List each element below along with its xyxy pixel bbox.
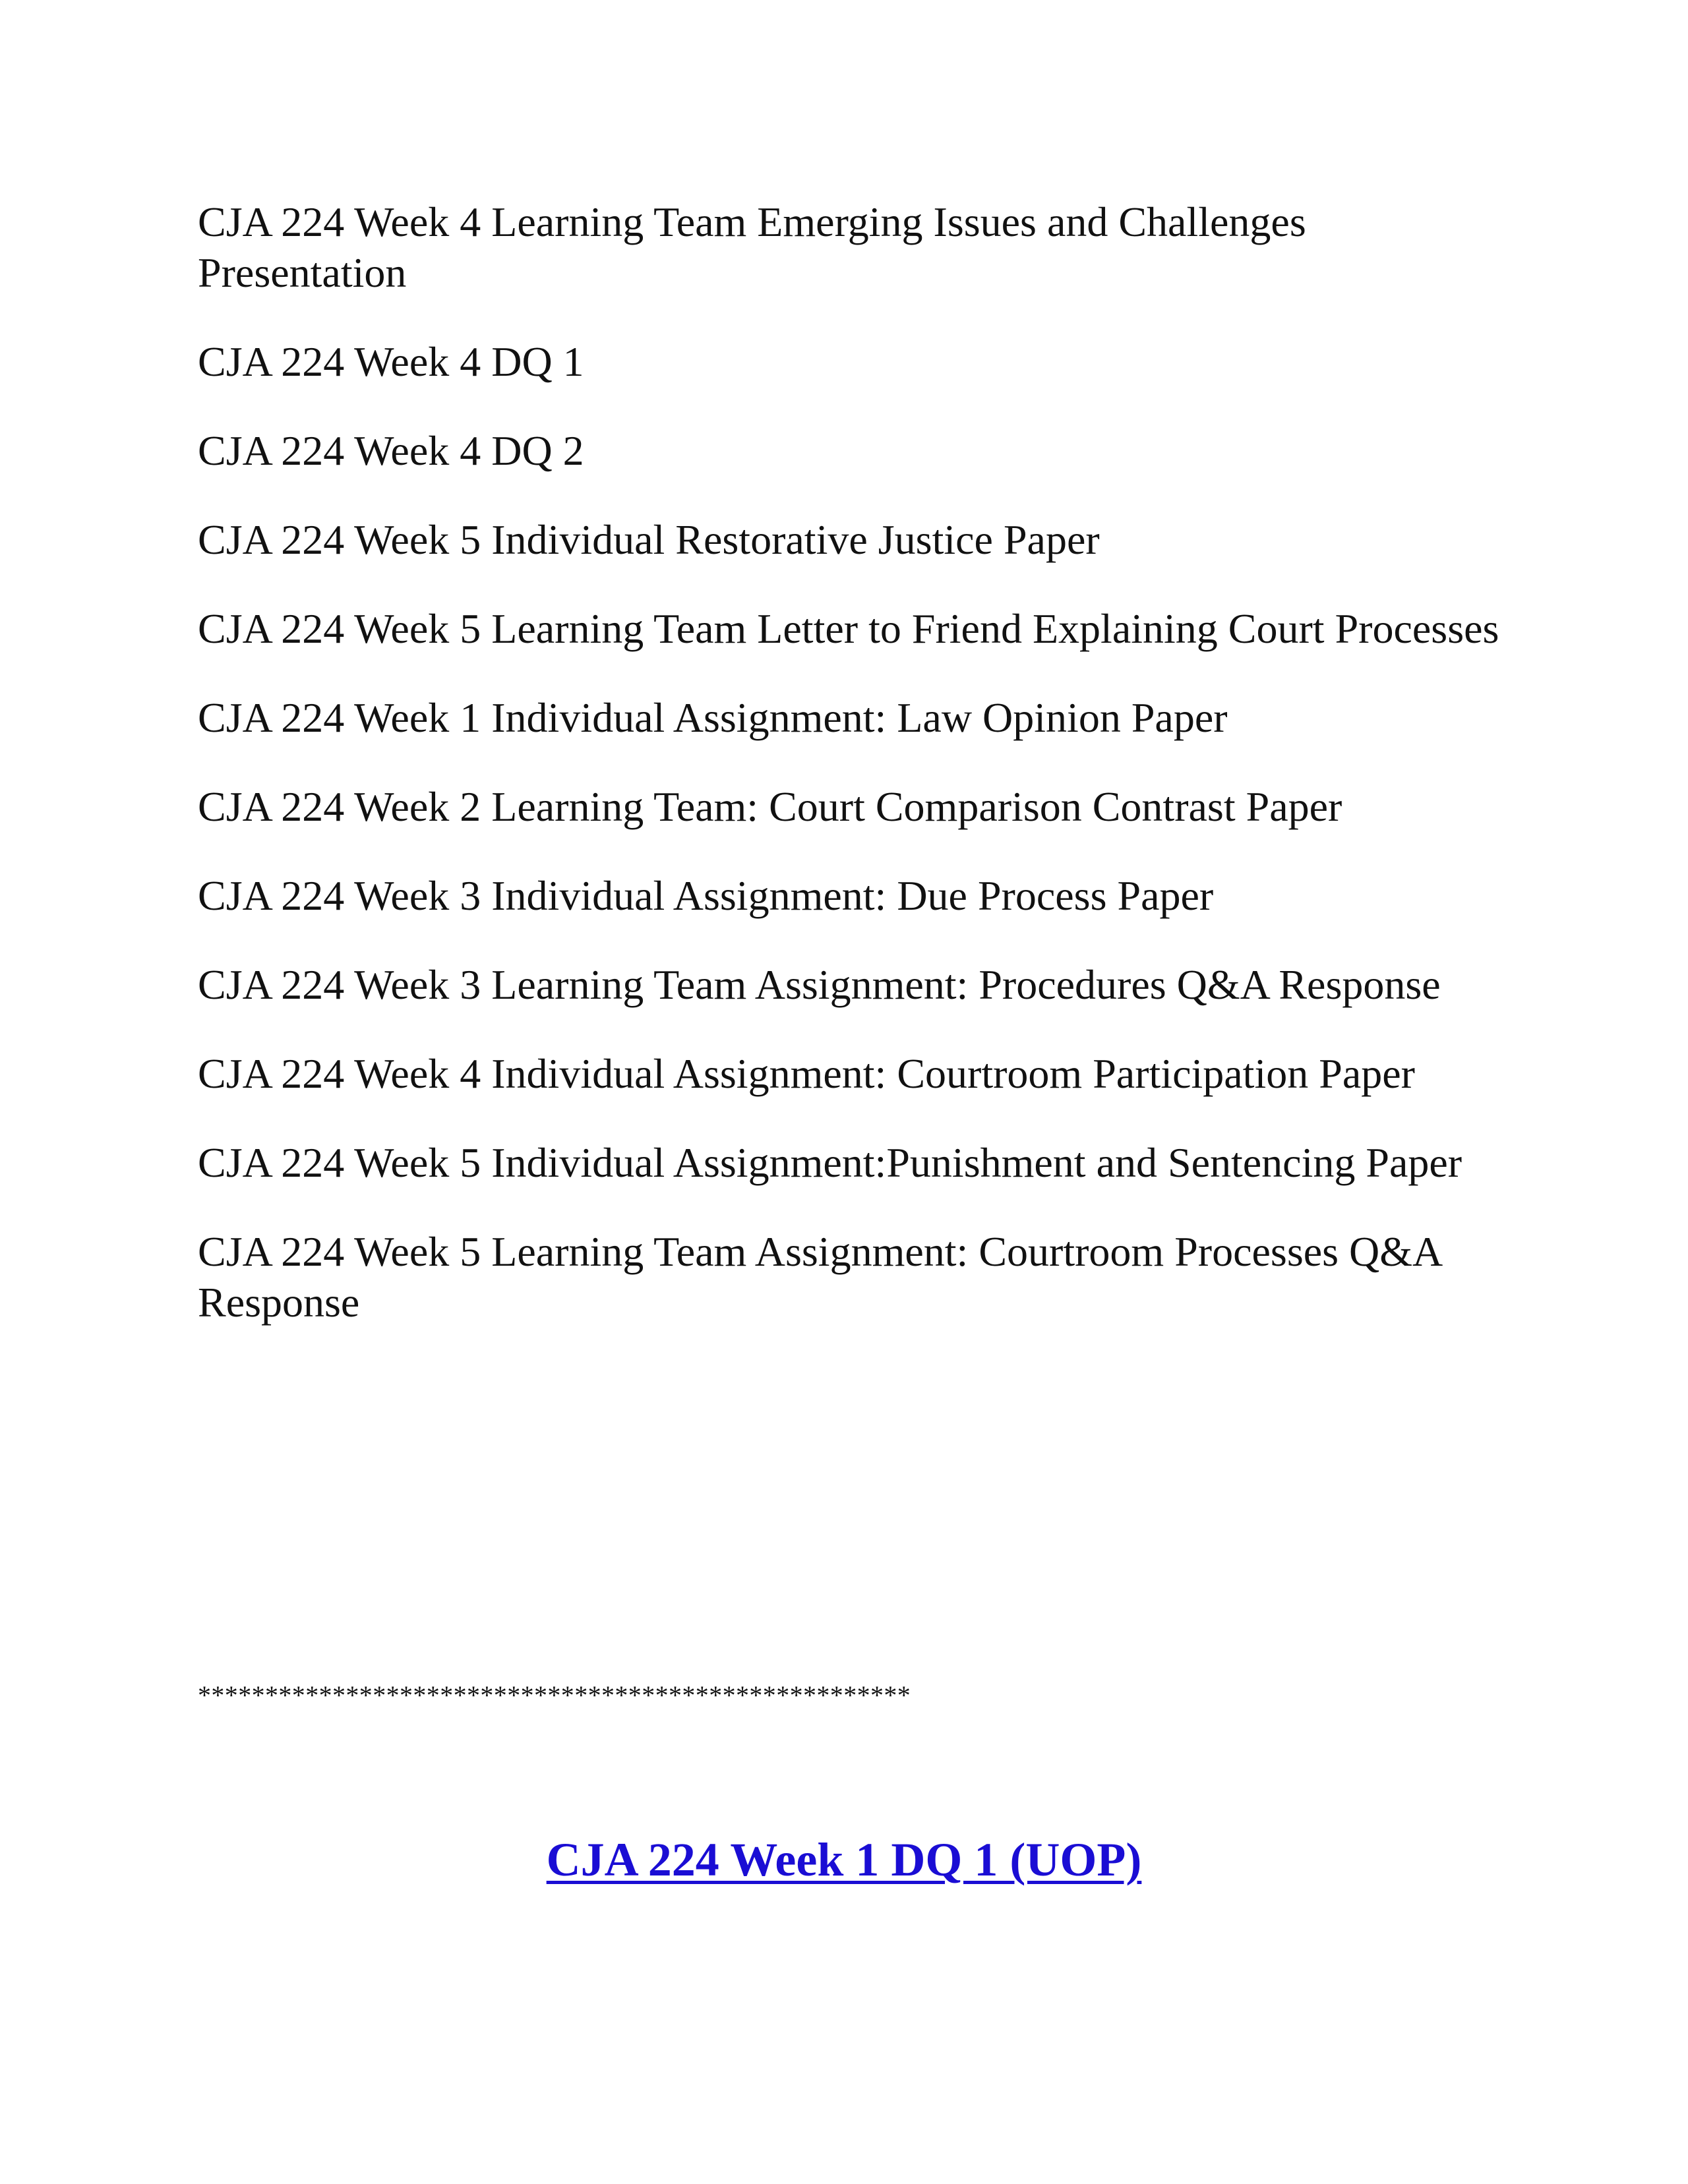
- list-item: CJA 224 Week 3 Individual Assignment: Due Process Paper: [198, 872, 1214, 919]
- asterisk-separator: *****************************************************: [198, 1680, 911, 1710]
- assignment-list-section: [198, 196, 1517, 1366]
- list-item: CJA 224 Week 4 Individual Assignment: Courtroom Participation Paper: [198, 1050, 1415, 1097]
- list-item: CJA 224 Week 5 Individual Restorative Justice Paper: [198, 516, 1100, 563]
- list-item: CJA 224 Week 4 DQ 2: [198, 427, 584, 474]
- list-item: CJA 224 Week 5 Learning Team Letter to Friend Explaining Court Processes: [198, 605, 1499, 652]
- course-heading-link[interactable]: CJA 224 Week 1 DQ 1 (UOP): [546, 1833, 1142, 1886]
- heading-link-container: [0, 1833, 1688, 1887]
- list-item: CJA 224 Week 5 Learning Team Assignment: Courtroom Processes Q&A Response: [198, 1228, 1441, 1326]
- list-item: CJA 224 Week 4 Learning Team Emerging Issues and Challenges Presentation: [198, 198, 1306, 296]
- list-item: CJA 224 Week 1 Individual Assignment: Law Opinion Paper: [198, 694, 1228, 741]
- list-item: CJA 224 Week 4 DQ 1: [198, 338, 584, 385]
- assignment-list: [198, 196, 1517, 1328]
- list-item: CJA 224 Week 5 Individual Assignment:Punishment and Sentencing Paper: [198, 1139, 1462, 1186]
- list-item: CJA 224 Week 3 Learning Team Assignment: Procedures Q&A Response: [198, 961, 1441, 1008]
- list-item: CJA 224 Week 2 Learning Team: Court Comparison Contrast Paper: [198, 783, 1342, 830]
